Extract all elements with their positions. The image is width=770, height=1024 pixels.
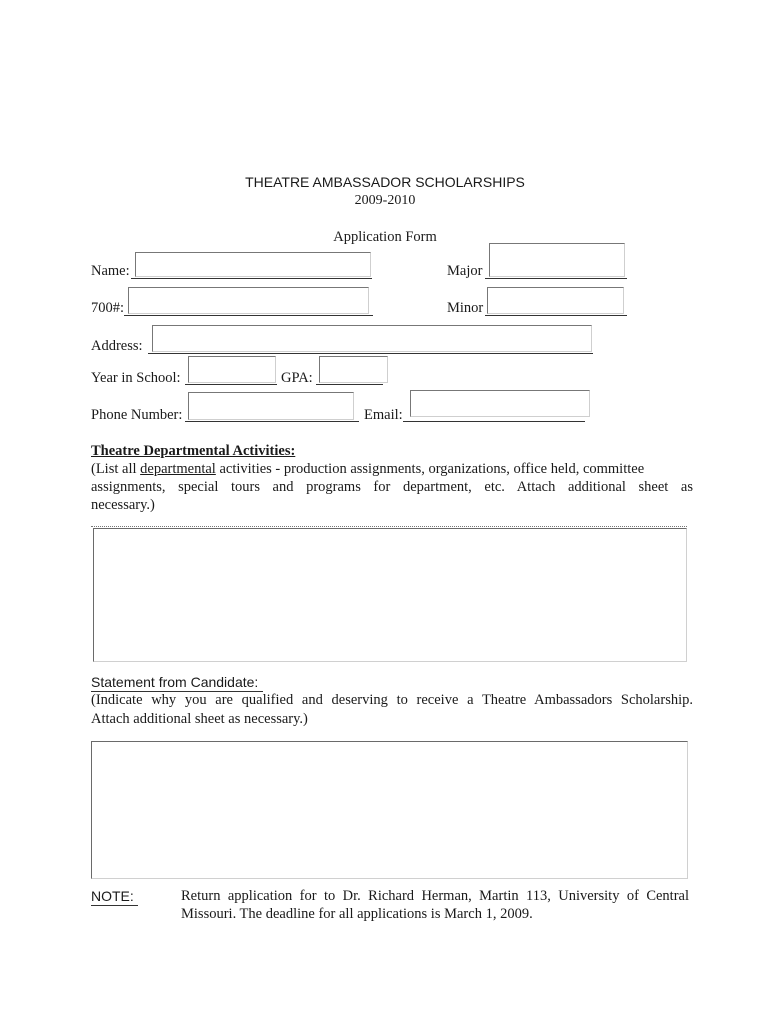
phone-underline [185, 421, 359, 422]
gpa-label: GPA: [281, 370, 313, 386]
statement-instructions-line2: Attach additional sheet as necessary.) [91, 711, 308, 727]
major-field[interactable] [489, 243, 625, 277]
statement-textarea[interactable] [91, 741, 688, 879]
address-field[interactable] [152, 325, 592, 352]
year-underline [185, 384, 277, 385]
activities-instructions-line2: assignments, special tours and programs for department, etc. Attach additional sheet as [91, 479, 693, 495]
address-label: Address: [91, 338, 143, 354]
id-underline [124, 315, 373, 316]
year-field[interactable] [188, 356, 276, 383]
form-subtitle: Application Form [333, 229, 437, 245]
major-underline [485, 278, 627, 279]
note-label-underline [91, 905, 138, 906]
activities-heading: Theatre Departmental Activities: [91, 443, 296, 459]
address-underline [148, 353, 593, 354]
activities-line1-underlined: departmental [140, 461, 216, 477]
minor-field[interactable] [487, 287, 624, 314]
statement-heading: Statement from Candidate: [91, 674, 259, 690]
email-underline [403, 421, 585, 422]
email-label: Email: [364, 407, 403, 423]
activities-top-rule [91, 526, 687, 527]
note-label: NOTE: [91, 888, 134, 904]
minor-label: Minor [447, 300, 484, 316]
note-text-line2: Missouri. The deadline for all applications is March 1, 2009. [181, 906, 533, 922]
name-label: Name: [91, 263, 130, 279]
note-text-line1: Return application for to Dr. Richard Herman, Martin 113, University of Central [181, 888, 689, 904]
activities-instructions-line1 [91, 461, 693, 478]
id-label: 700#: [91, 300, 125, 316]
email-field[interactable] [410, 390, 590, 417]
form-year: 2009-2010 [354, 193, 416, 208]
phone-label: Phone Number: [91, 407, 183, 423]
statement-instructions-line1: (Indicate why you are qualified and deserving to receive a Theatre Ambassadors Scholarship. [91, 692, 693, 708]
year-label: Year in School: [91, 370, 181, 386]
id-field[interactable] [128, 287, 369, 314]
name-underline [131, 278, 372, 279]
name-field[interactable] [135, 252, 371, 277]
activities-line1-start: (List all [91, 461, 141, 477]
gpa-field[interactable] [319, 356, 388, 383]
activities-instructions-line3: necessary.) [91, 497, 155, 513]
major-label: Major [447, 263, 483, 279]
activities-line1-end: activities - production assignments, organizations, office held, committee [215, 461, 645, 477]
form-title: THEATRE AMBASSADOR SCHOLARSHIPS [245, 174, 525, 190]
minor-underline [485, 315, 627, 316]
activities-textarea[interactable] [93, 528, 687, 662]
gpa-underline [316, 384, 383, 385]
phone-field[interactable] [188, 392, 354, 420]
